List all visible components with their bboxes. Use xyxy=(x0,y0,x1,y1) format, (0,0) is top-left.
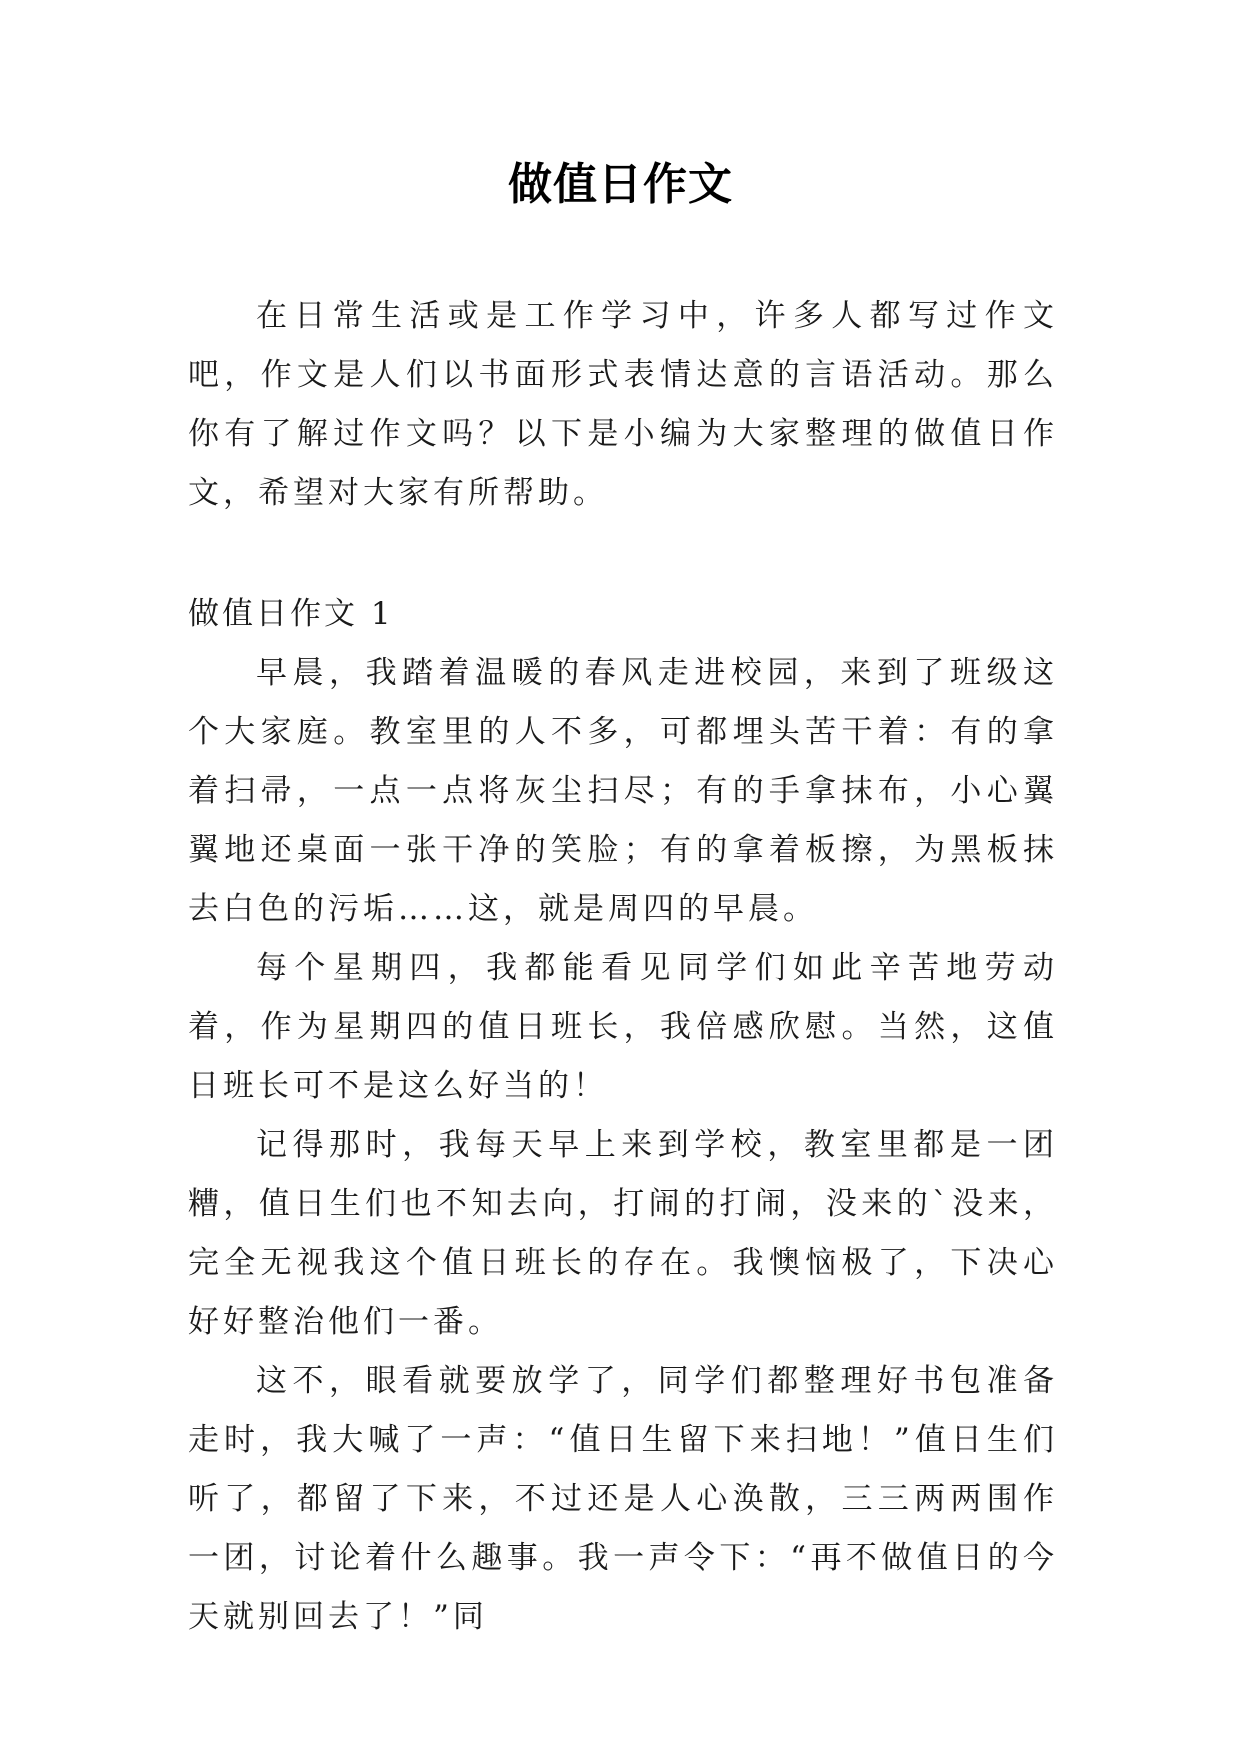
paragraph: 早晨，我踏着温暖的春风走进校园，来到了班级这个大家庭。教室里的人不多，可都埋头苦干着：有的拿着扫帚，一点一点将灰尘扫尽；有的手拿抹布，小心翼翼地还桌面一张干净的笑脸；有的拿着板擦，为黑板抹去白色的污垢……这，就是周四的早晨。 xyxy=(188,655,1058,927)
intro-block xyxy=(188,287,1058,523)
document-title: 做值日作文 xyxy=(508,159,733,210)
paragraph: 这不，眼看就要放学了，同学们都整理好书包准备走时，我大喊了一声：“值日生留下来扫地！”值日生们听了，都留了下来，不过还是人心涣散，三三两两围作一团，讨论着什么趣事。我一声令下：“再不做值日的今天就别回去了！”同 xyxy=(188,1363,1058,1635)
section-title: 做值日作文 1 xyxy=(188,596,394,632)
paragraph: 每个星期四，我都能看见同学们如此辛苦地劳动着，作为星期四的值日班长，我倍感欣慰。当然，这值日班长可不是这么好当的！ xyxy=(188,950,1058,1104)
intro-paragraph: 在日常生活或是工作学习中，许多人都写过作文吧，作文是人们以书面形式表情达意的言语活动。那么你有了解过作文吗？以下是小编为大家整理的做值日作文，希望对大家有所帮助。 xyxy=(188,298,1058,511)
paragraph: 记得那时，我每天早上来到学校，教室里都是一团糟，值日生们也不知去向，打闹的打闹，没来的`没来，完全无视我这个值日班长的存在。我懊恼极了，下决心好好整治他们一番。 xyxy=(188,1127,1058,1340)
essay-section-1 xyxy=(188,585,1058,1647)
